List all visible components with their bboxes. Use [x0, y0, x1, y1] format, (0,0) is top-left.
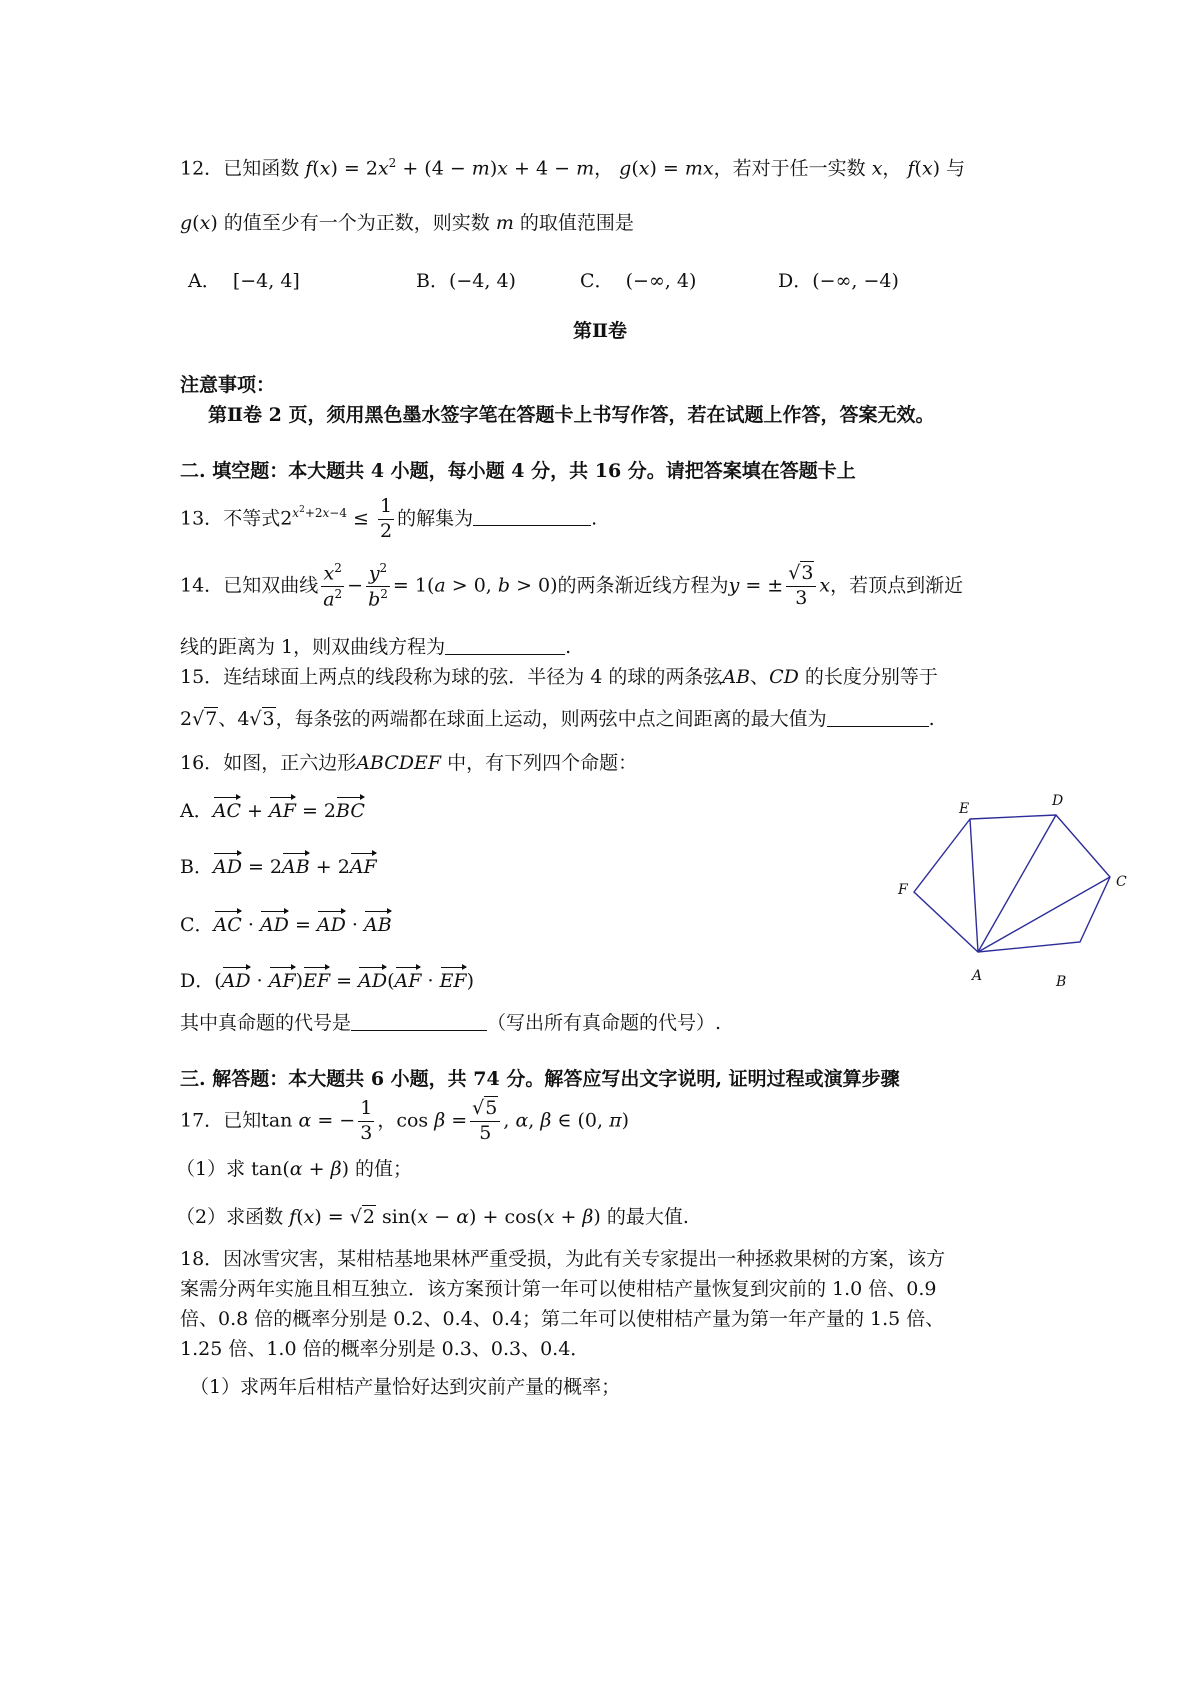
q12-option-b: B．(−4, 4) — [416, 270, 516, 292]
q16-option-b: B．AD = 2AB + 2AF — [180, 856, 377, 878]
q18-line2: 案需分两年实施且相互独立．该方案预计第一年可以使柑桔产量恢复到灾前的 1.0 倍、0.9 — [180, 1278, 937, 1300]
q17-stem: 17．已知tan α = − $\frac{1}{3}$ ，cos β = $\frac{√5}{5}$ , α, β ∈ (0, π) — [180, 1097, 630, 1144]
notes-text: 第Ⅱ卷 2 页，须用黑色墨水签字笔在答题卡上书写作答，若在试题上作答，答案无效。 — [208, 404, 935, 426]
q17-sub1: （1）求 tan(α + β) 的值； — [176, 1158, 413, 1180]
hexagon-figure — [880, 780, 1130, 1010]
label-f: F — [898, 882, 908, 898]
q18-line3: 倍、0.8 倍的概率分别是 0.2、0.4、0.4；第二年可以使柑桔产量为第一年产量的 1.5 倍、 — [180, 1308, 945, 1330]
part2-title: 第Ⅱ卷 — [572, 320, 627, 342]
q18-sub1: （1）求两年后柑桔产量恰好达到灾前产量的概率； — [190, 1376, 621, 1398]
label-d: D — [1052, 793, 1064, 809]
q16-stem: 16．如图，正六边形ABCDEF 中，有下列四个命题： — [180, 752, 638, 774]
q14-line2: 线的距离为 1，则双曲线方程为 . — [180, 636, 572, 658]
diagonal-ad — [978, 815, 1056, 952]
q12-options — [180, 270, 980, 296]
q15-line1: 15．连结球面上两点的线段称为球的弦．半径为 4 的球的两条弦AB、CD 的长度分别等于 — [180, 666, 938, 688]
q16-option-a: A．AC + AF = 2BC — [180, 800, 365, 822]
diagonal-ae — [970, 819, 978, 952]
q16-option-d: D．(AD · AF)EF = AD(AF · EF) — [180, 970, 475, 992]
label-c: C — [1116, 874, 1127, 890]
q12-line2: g(x) 的值至少有一个为正数，则实数 m 的取值范围是 — [180, 212, 634, 234]
q12-line1: 12．已知函数 $f(x) = 2x^2 + (4 - m)x + 4 - m$， g(x) = mx，若对于任一实数 x， f(x) 与 — [180, 156, 966, 180]
q13: 13．不等式$2^{x^2+2x-4}$ ≤ $\frac{1}{2}$ 的解集为 . — [180, 495, 598, 542]
label-b: B — [1056, 974, 1067, 990]
hexagon-outline — [914, 815, 1110, 952]
q15-line2: 2√7、4√3，每条弦的两端都在球面上运动，则两弦中点之间距离的最大值为 . — [180, 708, 935, 730]
diagonal-ac — [978, 877, 1110, 952]
label-e: E — [959, 801, 970, 817]
q18-line4: 1.25 倍、1.0 倍的概率分别是 0.3、0.3、0.4． — [180, 1338, 590, 1360]
q12-option-a: A． [−4, 4] — [188, 270, 300, 292]
q12-option-c: C． (−∞, 4) — [580, 270, 697, 292]
section3-heading: 三. 解答题：本大题共 6 小题，共 74 分。解答应写出文字说明, 证明过程或演算步骤 — [180, 1068, 900, 1090]
q14-line1: 14．已知双曲线 $\frac{x^2}{a^2}$ − $\frac{y^2}{b^2}$ = 1(a > 0, b > 0)的两条渐近线方程为y = ± $\frac{√3}{3}$ x，若顶点到渐近 — [180, 561, 964, 611]
q16-option-c: C．AC · AD = AD · AB — [180, 914, 392, 936]
q17-sub2: （2）求函数 f(x) = √2 sin(x − α) + cos(x + β) 的最大值. — [176, 1206, 689, 1228]
q16-answer: 其中真命题的代号是 （写出所有真命题的代号）. — [180, 1012, 722, 1034]
notes-title: 注意事项： — [180, 374, 276, 396]
label-a: A — [972, 968, 983, 984]
section2-heading: 二. 填空题：本大题共 4 小题，每小题 4 分，共 16 分。请把答案填在答题卡上 — [180, 460, 856, 482]
q18-line1: 18．因冰雪灾害，某柑桔基地果林严重受损，为此有关专家提出一种拯救果树的方案，该方 — [180, 1248, 946, 1270]
q12-option-d: D．(−∞, −4) — [778, 270, 899, 292]
